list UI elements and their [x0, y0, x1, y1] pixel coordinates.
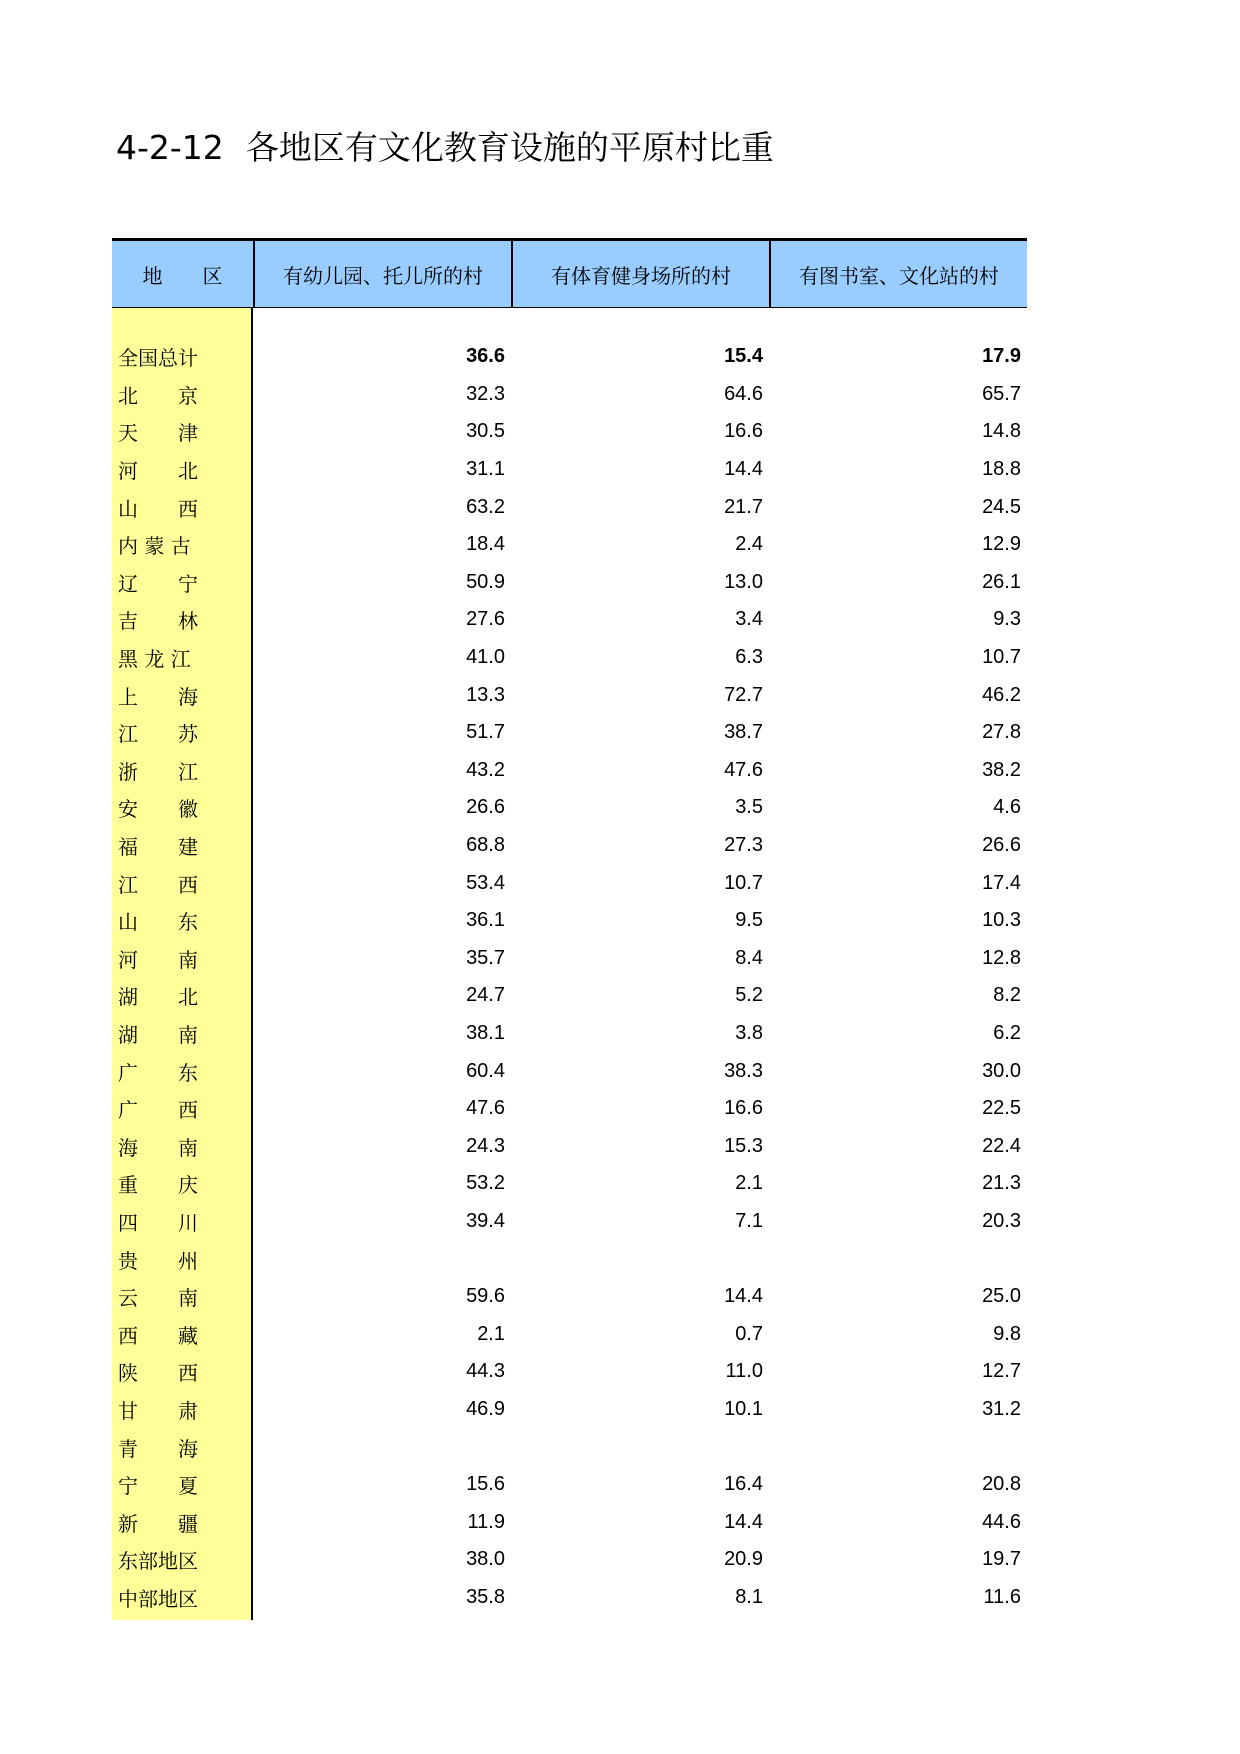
kindergarten-cell: 53.2	[466, 1172, 505, 1195]
kindergarten-cell: 68.8	[466, 834, 505, 857]
sports-cell: 16.4	[724, 1473, 763, 1496]
table-row	[112, 1015, 1027, 1053]
region-cell: 宁 夏	[118, 1474, 198, 1499]
sports-cell: 15.3	[724, 1134, 763, 1157]
kindergarten-cell: 46.9	[466, 1397, 505, 1420]
sports-cell: 27.3	[724, 834, 763, 857]
region-cell: 四 川	[118, 1210, 198, 1235]
table-title: 各地区有文化教育设施的平原村比重	[245, 128, 774, 167]
kindergarten-cell: 60.4	[466, 1059, 505, 1082]
sports-cell: 2.1	[735, 1172, 763, 1195]
table-row	[112, 676, 1027, 714]
region-cell: 全国总计	[118, 346, 198, 371]
region-cell: 浙 江	[118, 759, 198, 784]
library-cell: 27.8	[982, 721, 1021, 744]
table-row	[112, 789, 1027, 827]
region-cell: 新 疆	[118, 1511, 198, 1536]
sports-cell: 14.4	[724, 1510, 763, 1533]
kindergarten-cell: 26.6	[466, 796, 505, 819]
library-cell: 18.8	[982, 458, 1021, 481]
library-cell: 22.5	[982, 1097, 1021, 1120]
region-cell: 中部地区	[118, 1586, 198, 1611]
library-cell: 17.9	[982, 345, 1021, 368]
region-cell: 青 海	[118, 1436, 198, 1461]
region-cell: 重 庆	[118, 1173, 198, 1198]
library-cell: 11.6	[983, 1585, 1021, 1608]
sports-cell: 10.7	[724, 871, 763, 894]
kindergarten-cell: 2.1	[477, 1322, 505, 1345]
sports-cell: 2.4	[735, 533, 763, 556]
table-row	[112, 1127, 1027, 1165]
region-cell: 内 蒙 古	[118, 534, 191, 559]
table-row	[112, 1541, 1027, 1579]
kindergarten-cell: 38.0	[466, 1548, 505, 1571]
kindergarten-cell: 44.3	[466, 1360, 505, 1383]
region-cell: 广 东	[118, 1060, 198, 1085]
region-cell: 吉 林	[118, 609, 198, 634]
table-row	[112, 977, 1027, 1015]
kindergarten-cell: 24.3	[466, 1134, 505, 1157]
kindergarten-cell: 24.7	[466, 984, 505, 1007]
table-row	[112, 1391, 1027, 1429]
table-row	[112, 376, 1027, 414]
library-cell: 10.7	[982, 646, 1021, 669]
table-header	[112, 238, 1027, 308]
region-cell: 西 藏	[118, 1323, 198, 1348]
table-row	[112, 526, 1027, 564]
region-cell: 河 北	[118, 459, 198, 484]
sports-cell: 47.6	[724, 758, 763, 781]
kindergarten-cell: 32.3	[466, 382, 505, 405]
table-row	[112, 864, 1027, 902]
region-cell: 山 西	[118, 496, 198, 521]
region-cell: 北 京	[118, 383, 198, 408]
library-cell: 30.0	[982, 1059, 1021, 1082]
sports-cell: 16.6	[724, 1097, 763, 1120]
table-row	[112, 488, 1027, 526]
kindergarten-cell: 11.9	[467, 1510, 505, 1533]
library-cell: 14.8	[982, 420, 1021, 443]
sports-cell: 3.5	[735, 796, 763, 819]
kindergarten-cell: 30.5	[466, 420, 505, 443]
region-cell: 山 东	[118, 910, 198, 935]
region-cell: 广 西	[118, 1098, 198, 1123]
kindergarten-cell: 35.7	[466, 946, 505, 969]
sports-cell: 6.3	[735, 646, 763, 669]
kindergarten-cell: 63.2	[466, 495, 505, 518]
library-cell: 12.8	[982, 946, 1021, 969]
sports-cell: 38.7	[724, 721, 763, 744]
sports-cell: 10.1	[724, 1397, 763, 1420]
table-row	[112, 1315, 1027, 1353]
header-sports: 有体育健身场所的村	[511, 241, 769, 307]
table-row	[112, 902, 1027, 940]
data-table	[112, 238, 1027, 1616]
table-row	[112, 564, 1027, 602]
table-row	[112, 1090, 1027, 1128]
kindergarten-cell: 36.1	[466, 909, 505, 932]
kindergarten-cell: 31.1	[466, 458, 505, 481]
sports-cell: 16.6	[724, 420, 763, 443]
library-cell: 21.3	[982, 1172, 1021, 1195]
kindergarten-cell: 13.3	[466, 683, 505, 706]
kindergarten-cell: 18.4	[466, 533, 505, 556]
library-cell: 38.2	[982, 758, 1021, 781]
library-cell: 6.2	[993, 1021, 1021, 1044]
library-cell: 65.7	[982, 382, 1021, 405]
region-cell: 黑 龙 江	[118, 647, 191, 672]
table-row	[112, 1278, 1027, 1316]
table-row	[112, 1203, 1027, 1241]
sports-cell: 20.9	[724, 1548, 763, 1571]
sports-cell: 64.6	[724, 382, 763, 405]
kindergarten-cell: 35.8	[466, 1585, 505, 1608]
table-row	[112, 1428, 1027, 1466]
sports-cell: 38.3	[724, 1059, 763, 1082]
library-cell: 19.7	[982, 1548, 1021, 1571]
library-cell: 17.4	[982, 871, 1021, 894]
sports-cell: 7.1	[735, 1209, 763, 1232]
kindergarten-cell: 27.6	[466, 608, 505, 631]
region-cell: 上 海	[118, 684, 198, 709]
region-cell: 湖 南	[118, 1022, 198, 1047]
library-cell: 9.8	[993, 1322, 1021, 1345]
region-cell: 海 南	[118, 1135, 198, 1160]
library-cell: 4.6	[993, 796, 1021, 819]
region-cell: 福 建	[118, 835, 198, 860]
library-cell: 44.6	[982, 1510, 1021, 1533]
sports-cell: 13.0	[724, 570, 763, 593]
table-row	[112, 338, 1027, 376]
kindergarten-cell: 47.6	[466, 1097, 505, 1120]
region-cell: 江 苏	[118, 722, 198, 747]
table-body	[112, 308, 1027, 1616]
library-cell: 31.2	[982, 1397, 1021, 1420]
table-row	[112, 601, 1027, 639]
table-row	[112, 827, 1027, 865]
kindergarten-cell: 41.0	[466, 646, 505, 669]
table-row	[112, 1466, 1027, 1504]
table-row	[112, 752, 1027, 790]
sports-cell: 9.5	[735, 909, 763, 932]
table-row	[112, 1503, 1027, 1541]
sports-cell: 3.8	[735, 1021, 763, 1044]
library-cell: 26.6	[982, 834, 1021, 857]
kindergarten-cell: 53.4	[466, 871, 505, 894]
table-row	[112, 1052, 1027, 1090]
sports-cell: 3.4	[735, 608, 763, 631]
sports-cell: 72.7	[724, 683, 763, 706]
kindergarten-cell: 50.9	[466, 570, 505, 593]
table-row	[112, 940, 1027, 978]
library-cell: 24.5	[982, 495, 1021, 518]
kindergarten-cell: 36.6	[466, 345, 505, 368]
sports-cell: 8.1	[735, 1585, 763, 1608]
sports-cell: 0.7	[735, 1322, 763, 1345]
library-cell: 12.9	[982, 533, 1021, 556]
table-row	[112, 413, 1027, 451]
region-cell: 安 徽	[118, 797, 198, 822]
region-cell: 云 南	[118, 1286, 198, 1311]
table-row	[112, 1579, 1027, 1617]
library-cell: 9.3	[993, 608, 1021, 631]
region-cell: 辽 宁	[118, 571, 198, 596]
library-cell: 20.3	[982, 1209, 1021, 1232]
table-rows	[112, 308, 1027, 1616]
library-cell: 10.3	[982, 909, 1021, 932]
region-cell: 贵 州	[118, 1248, 198, 1273]
table-row	[112, 1353, 1027, 1391]
region-cell: 甘 肃	[118, 1398, 198, 1423]
header-region: 地区	[142, 263, 263, 288]
table-row	[112, 714, 1027, 752]
library-cell: 26.1	[982, 570, 1021, 593]
sports-cell: 15.4	[724, 345, 763, 368]
library-cell: 46.2	[982, 683, 1021, 706]
header-kindergarten: 有幼儿园、托儿所的村	[253, 241, 511, 307]
sports-cell: 21.7	[724, 495, 763, 518]
library-cell: 8.2	[993, 984, 1021, 1007]
kindergarten-cell: 43.2	[466, 758, 505, 781]
sports-cell: 14.4	[724, 1285, 763, 1308]
kindergarten-cell: 39.4	[466, 1209, 505, 1232]
kindergarten-cell: 38.1	[466, 1021, 505, 1044]
sports-cell: 14.4	[724, 458, 763, 481]
kindergarten-cell: 51.7	[466, 721, 505, 744]
table-row	[112, 639, 1027, 677]
page-title	[116, 122, 774, 169]
library-cell: 22.4	[982, 1134, 1021, 1157]
region-cell: 陕 西	[118, 1361, 198, 1386]
region-cell: 湖 北	[118, 985, 198, 1010]
region-cell: 东部地区	[118, 1549, 198, 1574]
header-library: 有图书室、文化站的村	[769, 241, 1027, 307]
region-cell: 河 南	[118, 947, 198, 972]
kindergarten-cell: 59.6	[466, 1285, 505, 1308]
table-row	[112, 1240, 1027, 1278]
table-number: 4-2-12	[116, 128, 224, 167]
library-cell: 25.0	[982, 1285, 1021, 1308]
library-cell: 12.7	[982, 1360, 1021, 1383]
table-row	[112, 451, 1027, 489]
region-cell: 天 津	[118, 421, 198, 446]
region-cell: 江 西	[118, 872, 198, 897]
table-row	[112, 1165, 1027, 1203]
kindergarten-cell: 15.6	[466, 1473, 505, 1496]
sports-cell: 8.4	[735, 946, 763, 969]
library-cell: 20.8	[982, 1473, 1021, 1496]
sports-cell: 5.2	[735, 984, 763, 1007]
sports-cell: 11.0	[725, 1360, 763, 1383]
